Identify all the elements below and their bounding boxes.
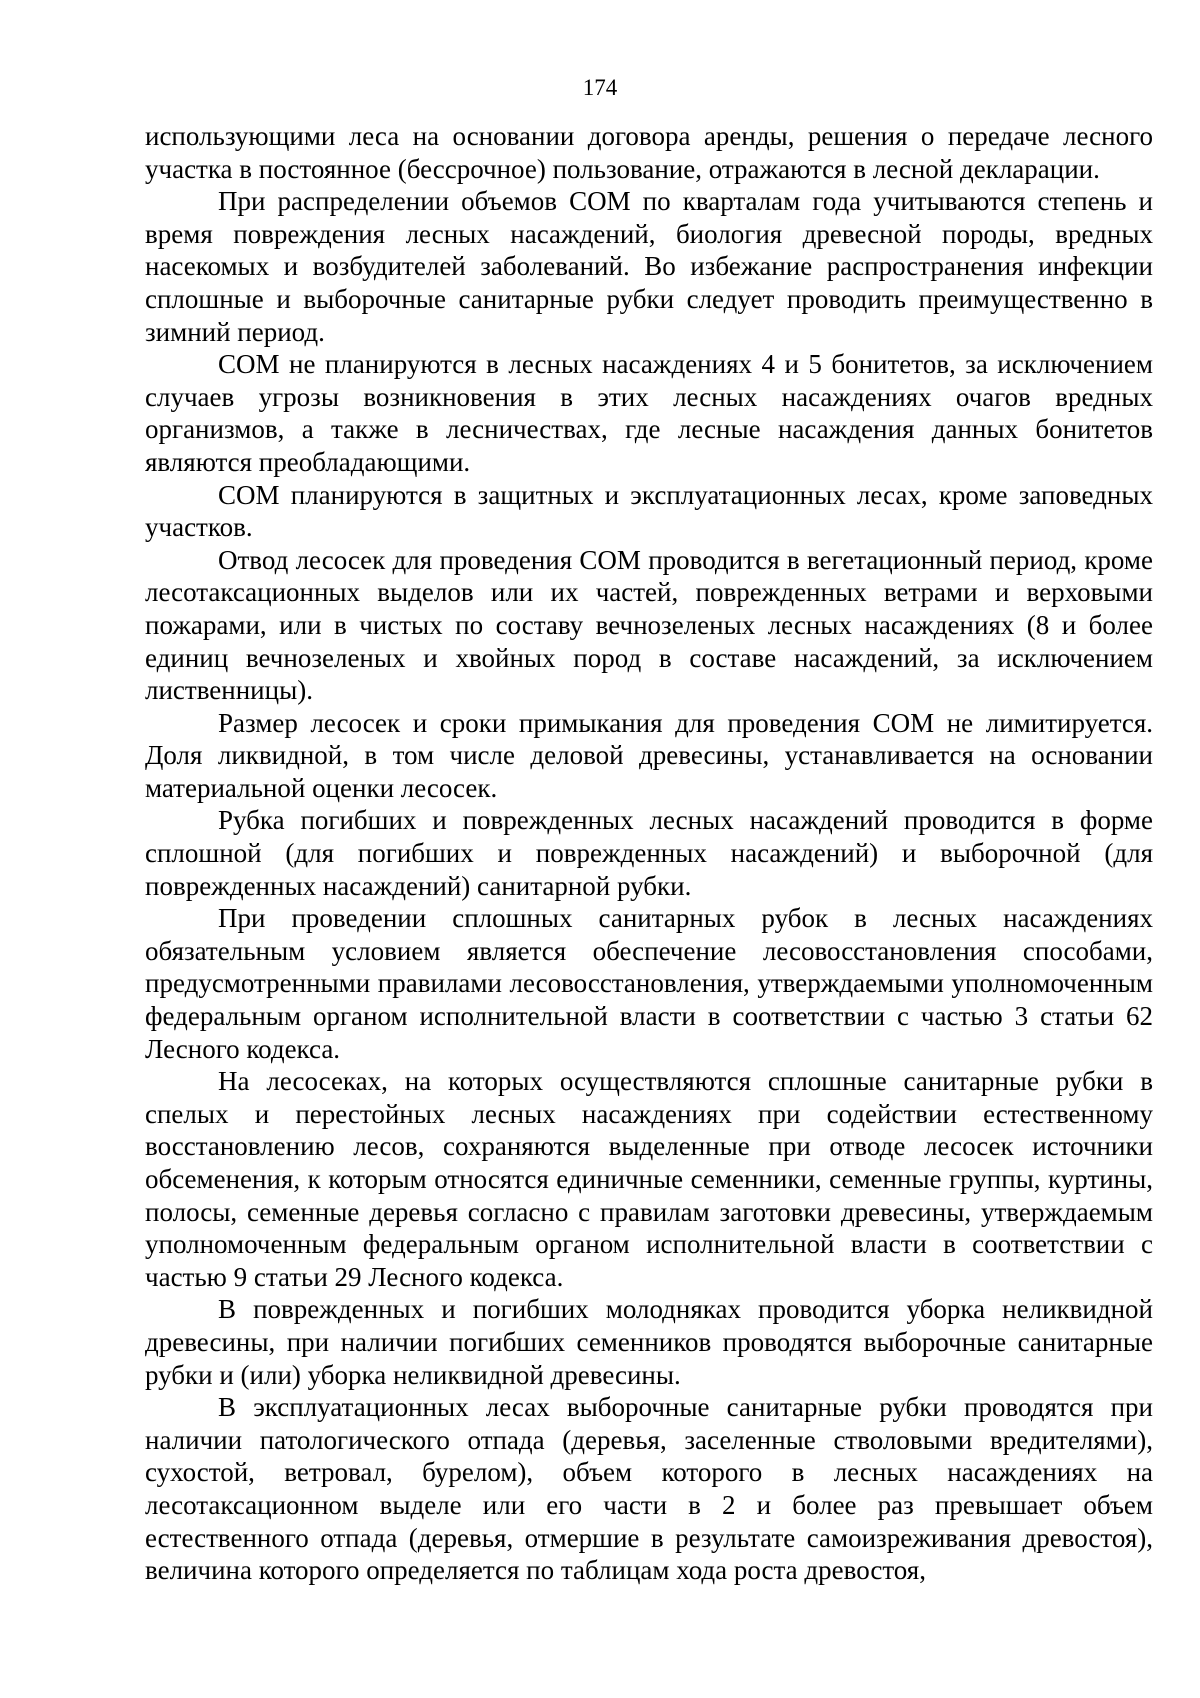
- body-text: [145, 120, 1153, 1587]
- paragraph: В поврежденных и погибших молодняках проводится уборка неликвидной древесины, при наличии погибших семенников проводятся выборочные санитарные рубки и (или) уборка неликвидной древесины.: [145, 1294, 1153, 1390]
- paragraph: СОМ планируются в защитных и эксплуатационных лесах, кроме заповедных участков.: [145, 479, 1153, 543]
- paragraph: СОМ не планируются в лесных насаждениях 4 и 5 бонитетов, за исключением случаев угрозы возникновения в этих лесных насаждениях очагов вредных организмов, а также в лесничествах, где лесные насаждения данных бонитетов являются преобладающими.: [145, 349, 1153, 477]
- paragraph: При распределении объемов СОМ по кварталам года учитываются степень и время повреждения лесных насаждений, биология древесной породы, вредных насекомых и возбудителей заболеваний. Во избежание распространения инфекции сплошные и выборочные санитарные рубки следует проводить преимущественно в зимний период.: [145, 186, 1153, 347]
- paragraph: Рубка погибших и поврежденных лесных насаждений проводится в форме сплошной (для погибших и поврежденных насаждений) и выборочной (для поврежденных насаждений) санитарной рубки.: [145, 805, 1153, 901]
- paragraph: Отвод лесосек для проведения СОМ проводится в вегетационный период, кроме лесотаксационных выделов или их частей, поврежденных ветрами и верховыми пожарами, или в чистых по составу вечнозеленых лесных насаждениях (8 и более единиц вечнозеленых и хвойных пород в составе насаждений, за исключением лиственницы).: [145, 544, 1153, 706]
- paragraph: Размер лесосек и сроки примыкания для проведения СОМ не лимитируется. Доля ликвидной, в том числе деловой древесины, устанавливается на основании материальной оценки лесосек.: [145, 707, 1153, 803]
- page-number: 174: [582, 75, 618, 100]
- paragraph: На лесосеках, на которых осуществляются сплошные санитарные рубки в спелых и перестойных лесных насаждениях при содействии естественному восстановлению лесов, сохраняются выделенные при отводе лесосек источники обсеменения, к которым относятся единичные семенники, семенные группы, куртины, полосы, семенные деревья согласно с правилам заготовки древесины, утверждаемым уполномоченным федеральным органом исполнительной власти в соответствии с частью 9 статьи 29 Лесного кодекса.: [145, 1066, 1153, 1292]
- paragraph: В эксплуатационных лесах выборочные санитарные рубки проводятся при наличии патологического отпада (деревья, заселенные стволовыми вредителями), сухостой, ветровал, бурелом), объем которого в лесных насаждениях на лесотаксационном выделе или его части в 2 и более раз превышает объем естественного отпада (деревья, отмершие в результате самоизреживания древостоя), величина которого определяется по таблицам хода роста древостоя,: [145, 1392, 1153, 1586]
- paragraph: При проведении сплошных санитарных рубок в лесных насаждениях обязательным условием является обеспечение лесовосстановления способами, предусмотренными правилами лесовосстановления, утверждаемыми уполномоченным федеральным органом исполнительной власти в соответствии с частью 3 статьи 62 Лесного кодекса.: [145, 903, 1153, 1064]
- paragraph-continuation: использующими леса на основании договора аренды, решения о передаче лесного участка в постоянное (бессрочное) пользование, отражаются в лесной декларации.: [145, 121, 1153, 184]
